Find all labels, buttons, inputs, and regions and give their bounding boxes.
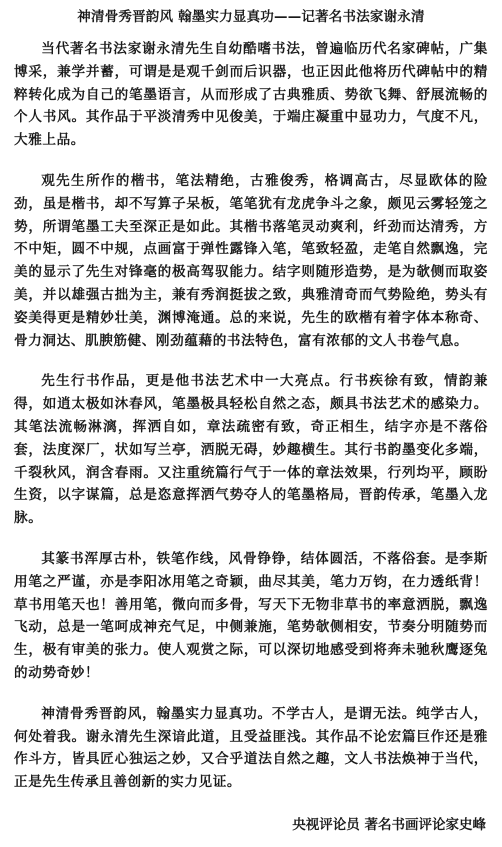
paragraph-intro: 当代著名书法家谢永清先生自幼酷嗜书法，曾遍临历代名家碑帖，广集博采，兼学并蓄，可谓是是观千剑而后识器，也正因此他将历代碑帖中的精粹转化成为自己的笔墨语言，从而形成了古典雅质、势欲飞舞、舒展流畅的个人书风。其作品于平淡清秀中见俊美，于端庄凝重中显功力，气度不凡，大雅上品。 — [14, 41, 488, 149]
article-title: 神清骨秀晋韵风 翰墨实力显真功——记著名书法家谢永清 — [77, 9, 425, 25]
paragraph-zhuanshu-caoshu: 其篆书浑厚古朴，铁笔作线，风骨铮铮，结体圆活，不落俗套。是李斯用笔之严谨，亦是李阳冰用笔之奇颖，曲尽其美，笔力万钧，在力透纸背！草书用笔天也！善用笔，微向而多骨，写天下无物非草书的率意洒脱，飘逸飞动，总是一笔呵成神充气足，中侧兼施，笔势欹侧相安，节奏分明随势而生，极有审美的张力。使人观赏之际，可以深切地感受到将奔未驰秋鹰逐兔的动势奇妙！ — [14, 550, 488, 681]
article-body — [14, 38, 488, 794]
paragraph-kaishu: 观先生所作的楷书，笔法精绝，古雅俊秀，格调高古，尽显欧体的险劲，虽是楷书，却不写算子呆板，笔笔犹有龙虎争斗之象，颇见云雾轻笼之势，所谓笔墨工夫至深正是如此。其楷书落笔灵动爽利，纤劲而达清秀，方不中矩，圆不中规，点画富于弹性露锋入笔，笔致轻盈，走笔自然飘逸，完美的显示了先生对锋毫的极高驾驭能力。结字则随形造势，是为欹侧而取姿美，并以雄强古拙为主，兼有秀润挺拔之致，典雅清奇而气势险绝，势头有姿美得更是精妙壮美，渊博淹通。总的来说，先生的欧楷有着字体本称奇、骨力洞达、肌腴筋健、刚劲蕴藉的书法特色，富有浓郁的文人书卷气息。 — [14, 172, 488, 349]
paragraph-conclusion: 神清骨秀晋韵风，翰墨实力显真功。不学古人，是谓无法。纯学古人，何处着我。谢永清先生深谙此道，且受益匪浅。其作品不论宏篇巨作还是雅作斗方，皆具匠心独运之妙，又合乎道法自然之趣，文人书法焕神于当代，正是先生传承且善创新的实力见证。 — [14, 705, 488, 791]
paragraph-xingshu: 先生行书作品，更是他书法艺术中一大亮点。行书疾徐有致，情韵兼得，如逍太极如沐春风，笔墨极具轻松自然之态，颇具书法艺术的感染力。其笔法流畅淋漓，挥洒自如，章法疏密有致，奇正相生，结字亦是不落俗套，法度深厂，状如写兰亭，洒脱无碍，妙趣横生。其行书韵墨变化多端，千裂秋风，润含春雨。又注重统篇行气于一体的章法效果，行列均平，顾盼生资，以字谋篇，总是恣意挥洒气势夺人的笔墨格局，晋韵传承，笔墨入龙脉。 — [14, 373, 488, 527]
author-signature: 央视评论员 著名书画评论家史峰 — [292, 817, 486, 833]
